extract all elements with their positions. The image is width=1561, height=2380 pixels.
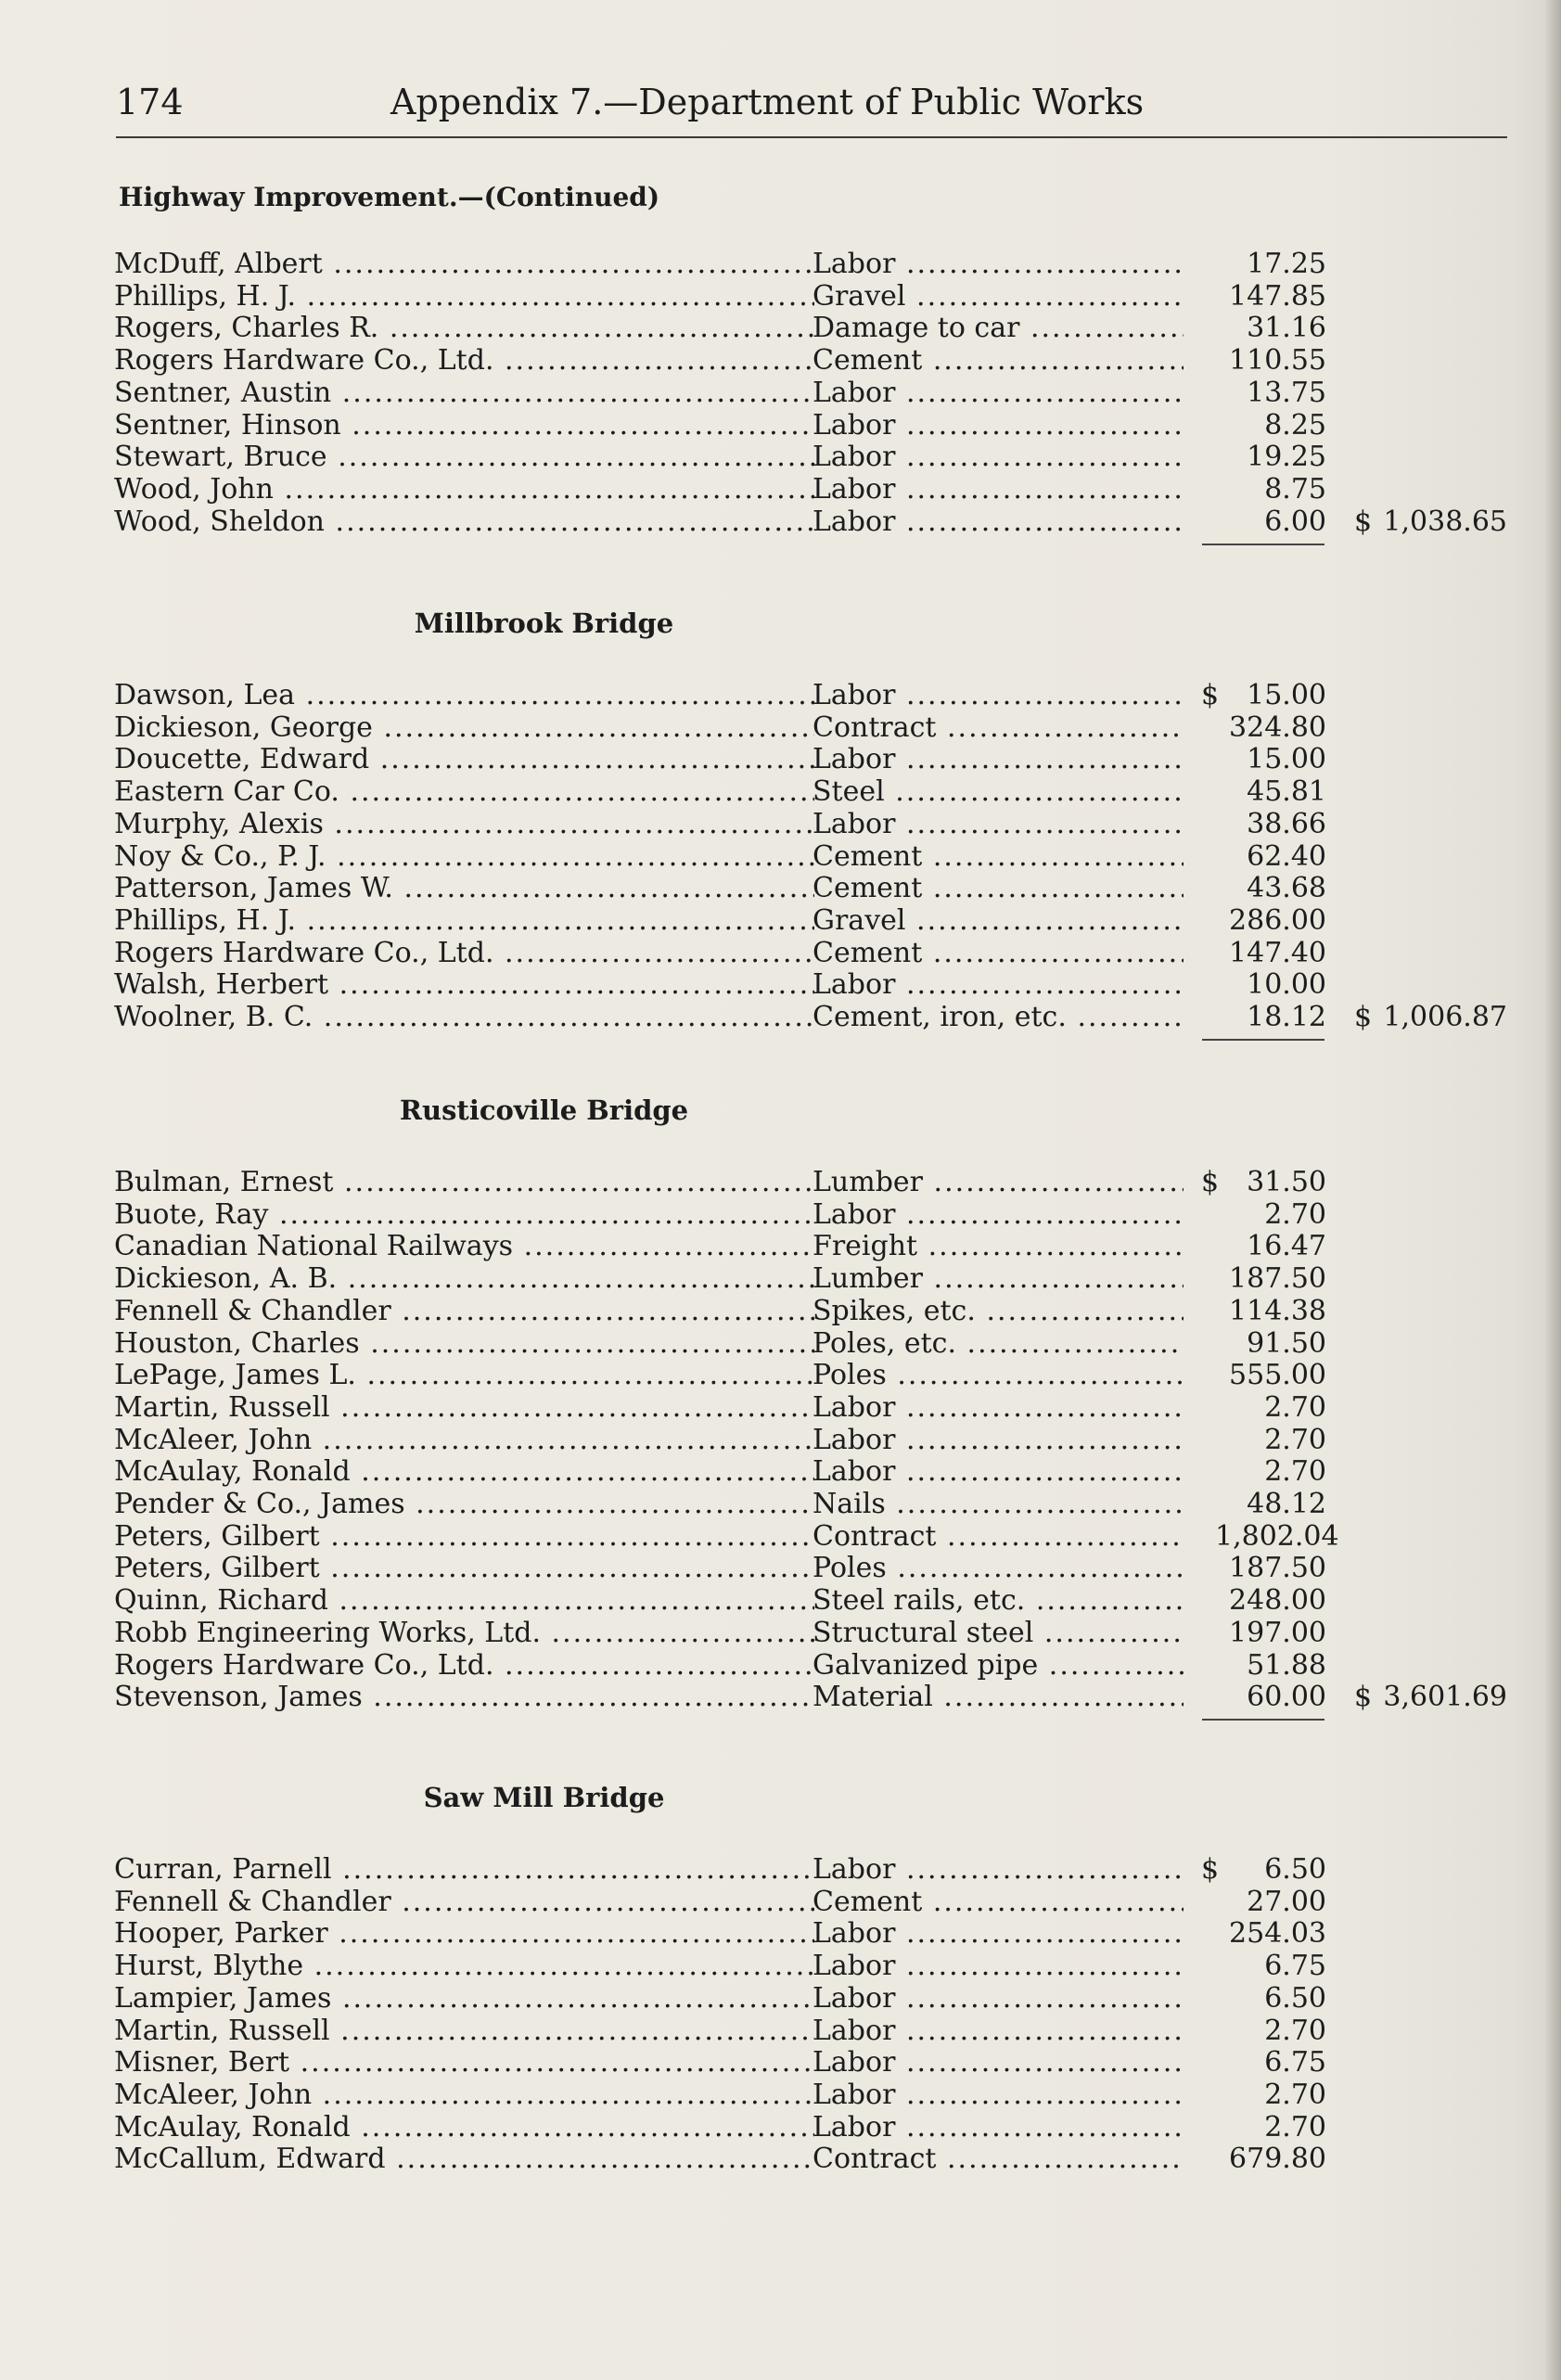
item-description: Cement ..... [812, 1887, 1184, 1918]
section-total: 1,038.65 [1383, 505, 1507, 538]
item-description: Lumber ..... [812, 1263, 1184, 1295]
total-dollar-sign: $ [1354, 1681, 1373, 1714]
ledger-row [0, 1167, 1561, 1198]
section-title-text: Millbrook Bridge [414, 608, 674, 639]
payee-name: Peters, Gilbert ..... [114, 1553, 814, 1584]
item-description: Labor ..... [812, 1983, 1184, 2015]
payee-name: Eastern Car Co. ..... [114, 776, 814, 808]
ledger-row [0, 1328, 1561, 1360]
amount: 248.00 [1229, 1584, 1326, 1618]
item-description: Lumber ..... [812, 1167, 1184, 1198]
item-description: Spikes, etc. ..... [812, 1296, 1184, 1327]
item-description: Freight ..... [812, 1231, 1184, 1262]
payee-name: Fennell & Chandler ..... [114, 1887, 814, 1918]
payee-name: Stevenson, James ..... [114, 1682, 814, 1713]
ledger-row [0, 1585, 1561, 1617]
amount: 679.80 [1229, 2143, 1326, 2176]
ledger-row [0, 506, 1561, 538]
section-title [0, 1782, 1561, 1813]
ledger-row [0, 281, 1561, 313]
amount: 2.70 [1264, 1455, 1326, 1489]
item-description: Material ..... [812, 1682, 1184, 1713]
ledger-row [0, 1456, 1561, 1488]
item-description: Labor ..... [812, 809, 1184, 840]
payee-name: Stewart, Bruce ..... [114, 441, 814, 473]
payee-name: Patterson, James W. ..... [114, 873, 814, 904]
ledger-row [0, 905, 1561, 937]
amount: 60.00 [1247, 1681, 1326, 1714]
ledger-row [0, 841, 1561, 873]
ledger-row [0, 1650, 1561, 1682]
item-description: Labor ..... [812, 969, 1184, 1001]
item-description: Labor ..... [812, 377, 1184, 409]
payee-name: LePage, James L. ..... [114, 1360, 814, 1391]
ledger-row [0, 474, 1561, 505]
ledger-row [0, 1521, 1561, 1553]
payee-name: Rogers Hardware Co., Ltd. ..... [114, 938, 814, 969]
payee-name: Dickieson, George ..... [114, 712, 814, 744]
amount: 17.25 [1247, 248, 1326, 280]
payee-name: McCallum, Edward ..... [114, 2143, 814, 2175]
ledger-row [0, 712, 1561, 744]
amount: 62.40 [1247, 839, 1326, 873]
payee-name: Wood, John ..... [114, 474, 814, 505]
ledger-row [0, 1199, 1561, 1231]
item-description: Labor ..... [812, 2047, 1184, 2079]
ledger-row [0, 1618, 1561, 1649]
payee-name: McAleer, John ..... [114, 2079, 814, 2111]
amount: 43.68 [1247, 872, 1326, 905]
ledger-row [0, 441, 1561, 473]
ledger-row [0, 1002, 1561, 1033]
ledger-row [0, 1296, 1561, 1327]
ledger-row [0, 969, 1561, 1001]
payee-name: Curran, Parnell ..... [114, 1854, 814, 1886]
ledger-row [0, 1854, 1561, 1886]
payee-name: Canadian National Railways ..... [114, 1231, 814, 1262]
page-number: 174 [116, 82, 184, 122]
page-title: Appendix 7.—Department of Public Works [390, 82, 1145, 122]
payee-name: Bulman, Ernest ..... [114, 1167, 814, 1198]
payee-name: Pender & Co., James ..... [114, 1489, 814, 1520]
item-description: Poles ..... [812, 1360, 1184, 1391]
amount: 1,802.04 [1215, 1519, 1339, 1553]
ledger-row [0, 1231, 1561, 1262]
item-description: Poles, etc. ..... [812, 1328, 1184, 1360]
ledger-row [0, 345, 1561, 377]
item-description: Damage to car ..... [812, 313, 1184, 344]
item-description: Labor ..... [812, 744, 1184, 775]
running-head [116, 74, 1507, 130]
ledger-row [0, 1918, 1561, 1950]
ledger-row [0, 938, 1561, 969]
item-description: Cement ..... [812, 345, 1184, 377]
item-description: Steel ..... [812, 776, 1184, 808]
amount: 18.12 [1247, 1001, 1326, 1033]
page-edge-shadow [1544, 0, 1561, 2380]
item-description: Labor ..... [812, 1392, 1184, 1424]
item-description: Galvanized pipe ..... [812, 1650, 1184, 1682]
payee-name: Buote, Ray ..... [114, 1199, 814, 1231]
payee-name: Rogers Hardware Co., Ltd. ..... [114, 345, 814, 377]
sum-rule [1202, 1719, 1324, 1721]
ledger-row [0, 1553, 1561, 1584]
payee-name: Peters, Gilbert ..... [114, 1521, 814, 1553]
item-description: Structural steel ..... [812, 1618, 1184, 1649]
ledger-row [0, 680, 1561, 711]
amount: 45.81 [1247, 775, 1326, 809]
amount: 13.75 [1247, 376, 1326, 409]
ledger-row [0, 2047, 1561, 2079]
item-description: Labor ..... [812, 1425, 1184, 1456]
amount: 147.40 [1229, 936, 1326, 969]
amount: 16.47 [1247, 1230, 1326, 1263]
payee-name: Dawson, Lea ..... [114, 680, 814, 711]
ledger-row [0, 377, 1561, 409]
payee-name: Martin, Russell ..... [114, 2015, 814, 2047]
ledger-row [0, 1360, 1561, 1391]
item-description: Labor ..... [812, 2112, 1184, 2143]
payee-name: Doucette, Edward ..... [114, 744, 814, 775]
item-description: Gravel ..... [812, 905, 1184, 937]
payee-name: Misner, Bert ..... [114, 2047, 814, 2079]
item-description: Nails ..... [812, 1489, 1184, 1520]
payee-name: McAulay, Ronald ..... [114, 2112, 814, 2143]
payee-name: Hurst, Blythe ..... [114, 1951, 814, 1982]
amount: 254.03 [1229, 1917, 1326, 1951]
ledger-row [0, 410, 1561, 441]
amount: 15.00 [1247, 743, 1326, 776]
payee-name: Quinn, Richard ..... [114, 1585, 814, 1617]
item-description: Labor ..... [812, 2015, 1184, 2047]
item-description: Contract ..... [812, 712, 1184, 744]
section-total: 3,601.69 [1383, 1681, 1507, 1714]
amount: 48.12 [1247, 1488, 1326, 1520]
payee-name: Martin, Russell ..... [114, 1392, 814, 1424]
ledger-row [0, 1489, 1561, 1520]
item-description: Labor ..... [812, 506, 1184, 538]
payee-name: McAulay, Ronald ..... [114, 1456, 814, 1488]
section-title-text: Rusticoville Bridge [399, 1094, 689, 1126]
ledger-row [0, 1392, 1561, 1424]
item-description: Cement ..... [812, 841, 1184, 873]
dollar-sign: $ [1201, 1166, 1220, 1198]
payee-name: Rogers, Charles R. ..... [114, 313, 814, 344]
amount: 2.70 [1264, 1197, 1326, 1231]
amount: 2.70 [1264, 2014, 1326, 2047]
amount: 187.50 [1229, 1262, 1326, 1296]
amount: 286.00 [1229, 903, 1326, 937]
amount: 110.55 [1229, 344, 1326, 377]
ledger-row [0, 313, 1561, 344]
item-description: Labor ..... [812, 2079, 1184, 2111]
payee-name: Phillips, H. J. ..... [114, 905, 814, 937]
payee-name: Sentner, Austin ..... [114, 377, 814, 409]
item-description: Cement, iron, etc. ..... [812, 1002, 1184, 1033]
amount: 197.00 [1229, 1616, 1326, 1649]
amount: 6.50 [1264, 1853, 1326, 1886]
payee-name: McAleer, John ..... [114, 1425, 814, 1456]
ledger-row [0, 2143, 1561, 2175]
ledger-row [0, 1887, 1561, 1918]
amount: 6.00 [1264, 505, 1326, 538]
header-rule [116, 136, 1507, 138]
amount: 10.00 [1247, 968, 1326, 1002]
dollar-sign: $ [1201, 679, 1220, 711]
amount: 2.70 [1264, 1390, 1326, 1424]
item-description: Labor ..... [812, 680, 1184, 711]
item-description: Gravel ..... [812, 281, 1184, 313]
ledger-row [0, 1263, 1561, 1295]
sum-rule [1202, 1039, 1324, 1041]
item-description: Labor ..... [812, 1951, 1184, 1982]
item-description: Labor ..... [812, 410, 1184, 441]
total-dollar-sign: $ [1354, 1001, 1373, 1033]
payee-name: Hooper, Parker ..... [114, 1918, 814, 1950]
payee-name: Phillips, H. J. ..... [114, 281, 814, 313]
item-description: Labor ..... [812, 1918, 1184, 1950]
amount: 6.75 [1264, 1950, 1326, 1983]
total-dollar-sign: $ [1354, 505, 1373, 538]
amount: 31.16 [1247, 312, 1326, 345]
payee-name: Walsh, Herbert ..... [114, 969, 814, 1001]
item-description: Labor ..... [812, 1854, 1184, 1886]
amount: 38.66 [1247, 807, 1326, 840]
section-title [0, 608, 1561, 639]
payee-name: Robb Engineering Works, Ltd. ..... [114, 1618, 814, 1649]
ledger-row [0, 249, 1561, 280]
payee-name: Wood, Sheldon ..... [114, 506, 814, 538]
payee-name: Houston, Charles ..... [114, 1328, 814, 1360]
ledger-row [0, 809, 1561, 840]
amount: 2.70 [1264, 1423, 1326, 1456]
item-description: Cement ..... [812, 873, 1184, 904]
section-title [0, 1094, 1561, 1126]
dollar-sign: $ [1201, 1853, 1220, 1886]
item-description: Steel rails, etc. ..... [812, 1585, 1184, 1617]
amount: 6.50 [1264, 1981, 1326, 2015]
amount: 8.75 [1264, 472, 1326, 505]
amount: 91.50 [1247, 1326, 1326, 1360]
ledger-row [0, 873, 1561, 904]
item-description: Labor ..... [812, 1199, 1184, 1231]
amount: 15.00 [1247, 679, 1326, 711]
amount: 147.85 [1229, 279, 1326, 313]
payee-name: Woolner, B. C. ..... [114, 1002, 814, 1033]
ledger-row [0, 776, 1561, 808]
item-description: Contract ..... [812, 2143, 1184, 2175]
payee-name: Lampier, James ..... [114, 1983, 814, 2015]
amount: 114.38 [1229, 1294, 1326, 1327]
section-title-text: Saw Mill Bridge [423, 1782, 665, 1813]
amount: 19.25 [1247, 441, 1326, 474]
amount: 555.00 [1229, 1359, 1326, 1392]
payee-name: Fennell & Chandler ..... [114, 1296, 814, 1327]
ledger-row [0, 2112, 1561, 2143]
ledger-row [0, 1682, 1561, 1713]
ledger-row [0, 1425, 1561, 1456]
item-description: Labor ..... [812, 249, 1184, 280]
item-description: Contract ..... [812, 1521, 1184, 1553]
payee-name: Murphy, Alexis ..... [114, 809, 814, 840]
amount: 8.25 [1264, 408, 1326, 441]
ledger-row [0, 2079, 1561, 2111]
ledger-row [0, 744, 1561, 775]
item-description: Labor ..... [812, 441, 1184, 473]
amount: 187.50 [1229, 1552, 1326, 1585]
payee-name: Sentner, Hinson ..... [114, 410, 814, 441]
item-description: Poles ..... [812, 1553, 1184, 1584]
amount: 27.00 [1247, 1885, 1326, 1918]
item-description: Cement ..... [812, 938, 1184, 969]
item-description: Labor ..... [812, 474, 1184, 505]
amount: 324.80 [1229, 710, 1326, 744]
payee-name: McDuff, Albert ..... [114, 249, 814, 280]
payee-name: Noy & Co., P. J. ..... [114, 841, 814, 873]
amount: 2.70 [1264, 2078, 1326, 2111]
amount: 2.70 [1264, 2110, 1326, 2143]
continued-heading: Highway Improvement.—(Continued) [119, 182, 660, 212]
ledger-row [0, 1951, 1561, 1982]
payee-name: Rogers Hardware Co., Ltd. ..... [114, 1650, 814, 1682]
item-description: Labor ..... [812, 1456, 1184, 1488]
payee-name: Dickieson, A. B. ..... [114, 1263, 814, 1295]
sum-rule [1202, 544, 1324, 545]
ledger-row [0, 2015, 1561, 2047]
amount: 51.88 [1247, 1648, 1326, 1682]
ledger-row [0, 1983, 1561, 2015]
amount: 6.75 [1264, 2046, 1326, 2079]
amount: 31.50 [1247, 1166, 1326, 1198]
section-total: 1,006.87 [1383, 1001, 1507, 1033]
